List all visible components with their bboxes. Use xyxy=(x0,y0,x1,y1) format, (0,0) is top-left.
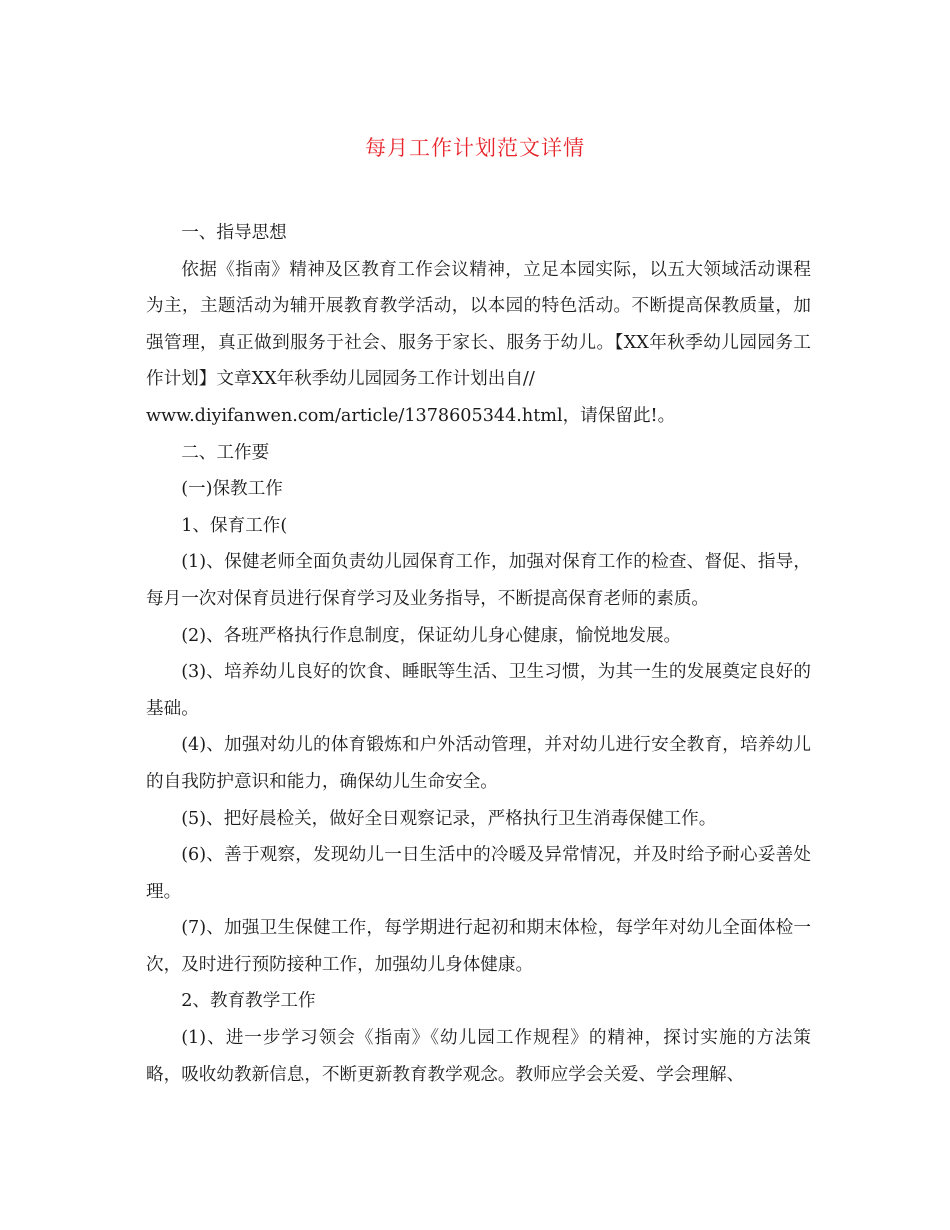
subsection-heading-teaching-work: 2、教育教学工作 xyxy=(181,991,316,1012)
list-item-care-6: (6)、善于观察，发现幼儿一日生活中的冷暖及异常情况，并及时给予耐心妥善处理。 xyxy=(146,845,811,902)
section-heading-guiding-thought: 一、指导思想 xyxy=(181,223,287,243)
list-item-teaching-1: (1)、进一步学习领会《指南》《幼儿园工作规程》的精神，探讨实施的方法策略，吸收幼教新信息，不断更新教育教学观念。教师应学会关爱、学会理解、 xyxy=(146,1028,811,1085)
list-item-care-7: (7)、加强卫生保健工作，每学期进行起初和期末体检，每学年对幼儿全面体检一次，及时进行预防接种工作，加强幼儿身体健康。 xyxy=(146,918,811,975)
paragraph-guiding-thought: 依据《指南》精神及区教育工作会议精神，立足本园实际，以五大领域活动课程为主，主题活动为辅开展教育教学活动，以本园的特色活动。不断提高保教质量，加强管理，真正做到服务于社会、服务于家长、服务于幼儿。【XX年秋季幼儿园园务工作计划】文章XX年秋季幼儿园园务工作计划出自// xyxy=(146,259,811,390)
list-item-care-1: (1)、保健老师全面负责幼儿园保育工作，加强对保育工作的检查、督促、指导，每月一次对保育员进行保育学习及业务指导，不断提高保育老师的素质。 xyxy=(146,552,811,609)
list-item-care-2: (2)、各班严格执行作息制度，保证幼儿身心健康，愉悦地发展。 xyxy=(181,625,682,646)
list-item-care-5: (5)、把好晨检关，做好全日观察记录，严格执行卫生消毒保健工作。 xyxy=(181,808,717,829)
list-item-care-3: (3)、培养幼儿良好的饮食、睡眠等生活、卫生习惯，为其一生的发展奠定良好的基础。 xyxy=(146,662,811,719)
list-item-care-4: (4)、加强对幼儿的体育锻炼和户外活动管理，并对幼儿进行安全教育，培养幼儿的自我防护意识和能力，确保幼儿生命安全。 xyxy=(146,735,811,792)
paragraph-source-url: www.diyifanwen.com/article/1378605344.html，请保留此!。 xyxy=(146,405,676,426)
subsection-heading-care-work: 1、保育工作( xyxy=(181,515,288,536)
document-body xyxy=(146,215,811,1093)
subsection-heading-care-education: (一)保教工作 xyxy=(181,479,283,500)
section-heading-work: 二、工作要 xyxy=(181,442,270,463)
document-title: 每月工作计划范文详情 xyxy=(365,136,585,160)
